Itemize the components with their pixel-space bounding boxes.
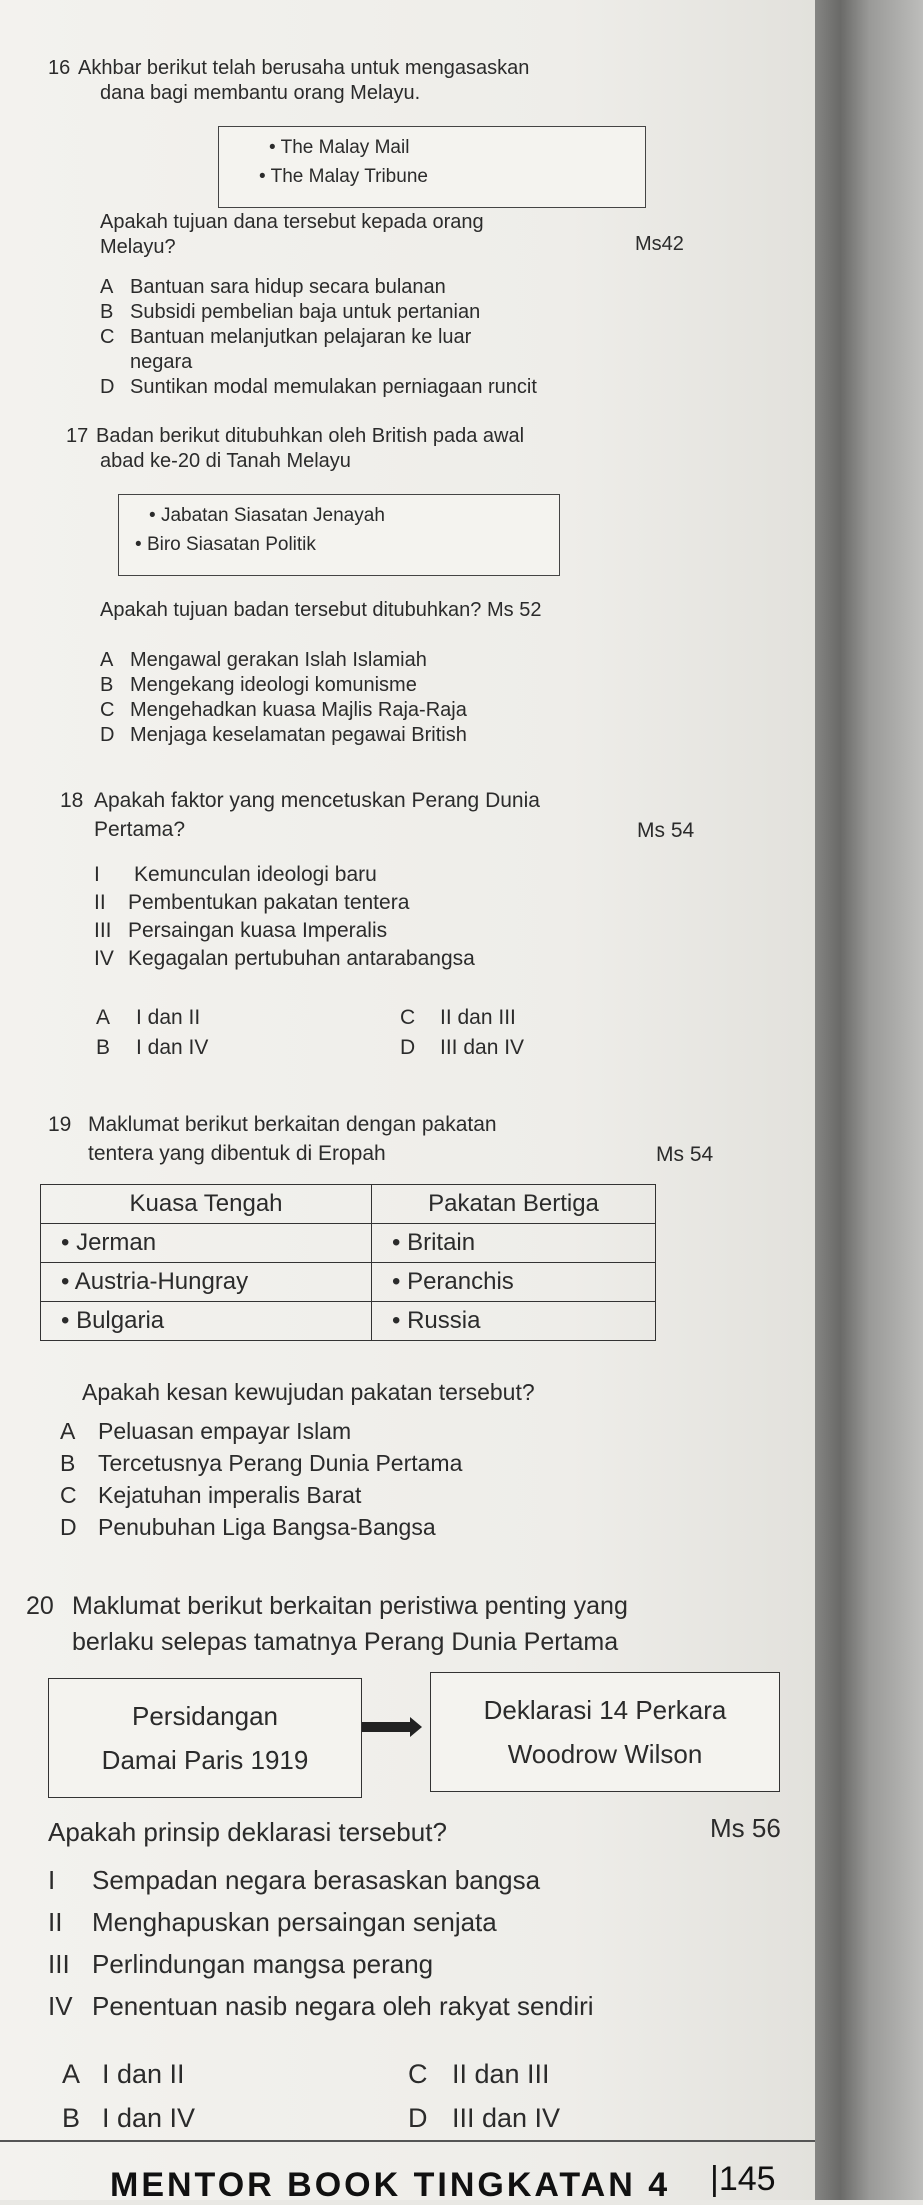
roman-numeral: II <box>48 1907 63 1937</box>
ms-reference: Ms 54 <box>656 1143 714 1166</box>
answer-option-b[interactable] <box>62 2103 196 2133</box>
option-text: Penubuhan Liga Bangsa-Bangsa <box>98 1514 436 1540</box>
event-box-paris <box>48 1678 362 1798</box>
statement-text: Kemunculan ideologi baru <box>134 863 377 886</box>
question-stem: Maklumat berikut berkaitan dengan pakatan <box>88 1113 497 1136</box>
option-text: Suntikan modal memulakan perniagaan runcit <box>130 376 537 398</box>
answer-option-d[interactable] <box>400 1035 524 1060</box>
answer-option-c[interactable] <box>100 325 471 350</box>
option-letter: D <box>408 2103 428 2133</box>
statement-ii <box>48 1904 497 1940</box>
table-cell: • Britain <box>372 1224 656 1263</box>
info-box <box>118 494 560 576</box>
table-row <box>41 1263 656 1302</box>
answer-option-c[interactable] <box>100 698 467 723</box>
question-stem: dana bagi membantu orang Melayu. <box>100 82 421 104</box>
option-letter: C <box>60 1482 77 1508</box>
table-cell: • Jerman <box>41 1224 372 1263</box>
statement-i <box>94 862 377 887</box>
statement-iv <box>48 1988 594 2024</box>
roman-numeral: I <box>48 1865 56 1895</box>
option-text: II dan III <box>452 2059 550 2089</box>
question-stem: Badan berikut ditubuhkan oleh British pada awal <box>96 425 525 447</box>
roman-numeral: III <box>94 919 112 942</box>
roman-numeral: II <box>94 891 106 914</box>
question-prompt: Melayu? <box>100 236 176 258</box>
table-cell: • Bulgaria <box>41 1302 372 1341</box>
statement-iii <box>94 918 387 943</box>
option-text: Mengehadkan kuasa Majlis Raja-Raja <box>130 699 467 721</box>
answer-option-a[interactable] <box>100 648 427 673</box>
option-text: I dan IV <box>136 1036 209 1059</box>
event-line: Woodrow Wilson <box>507 1739 703 1769</box>
option-letter: A <box>60 1418 76 1444</box>
statement-text: Sempadan negara berasaskan bangsa <box>92 1865 541 1895</box>
roman-numeral: IV <box>48 1991 73 2021</box>
option-letter: D <box>100 724 115 746</box>
option-text: I dan II <box>102 2059 185 2089</box>
event-box-declaration <box>430 1672 780 1792</box>
option-letter: A <box>100 276 114 298</box>
event-line: Deklarasi 14 Perkara <box>483 1695 727 1725</box>
option-text: Bantuan melanjutkan pelajaran ke luar <box>130 326 472 348</box>
option-text: I dan II <box>136 1006 201 1029</box>
option-text: Kejatuhan imperalis Barat <box>98 1482 362 1508</box>
statement-text: Menghapuskan persaingan senjata <box>92 1907 497 1937</box>
question-number: 18 <box>60 789 84 812</box>
option-letter: B <box>100 301 114 323</box>
option-text: Tercetusnya Perang Dunia Pertama <box>98 1450 463 1476</box>
statement-text: Pembentukan pakatan tentera <box>128 891 410 914</box>
answer-option-a[interactable] <box>62 2059 185 2089</box>
alliance-table <box>40 1184 656 1341</box>
answer-option-c[interactable] <box>60 1480 361 1510</box>
option-letter: A <box>62 2059 81 2089</box>
table-row <box>41 1302 656 1341</box>
page-edge-shadow <box>805 0 923 2200</box>
question-20 <box>26 1588 796 1660</box>
statement-text: Perlindungan mangsa perang <box>92 1949 434 1979</box>
answer-option-b[interactable] <box>60 1448 462 1478</box>
answer-option-d[interactable] <box>100 723 467 748</box>
ms-reference: Ms42 <box>635 233 684 255</box>
event-line: Persidangan <box>132 1701 278 1731</box>
question-stem: tentera yang dibentuk di Eropah <box>88 1142 386 1165</box>
option-letter: D <box>400 1036 416 1059</box>
question-16-prompt <box>100 210 840 260</box>
option-letter: A <box>100 649 114 671</box>
table-cell: • Peranchis <box>372 1263 656 1302</box>
option-text: Mengawal gerakan Islah Islamiah <box>130 649 427 671</box>
table-row <box>41 1224 656 1263</box>
question-prompt: Apakah prinsip deklarasi tersebut? <box>48 1817 447 1847</box>
question-17 <box>66 424 806 474</box>
statement-iii <box>48 1946 433 1982</box>
info-box <box>218 126 646 208</box>
question-stem: berlaku selepas tamatnya Perang Dunia Pertama <box>72 1628 619 1656</box>
question-number: 16 <box>48 57 71 79</box>
info-item: • The Malay Tribune <box>249 162 629 191</box>
statement-i <box>48 1862 540 1898</box>
question-stem: Maklumat berikut berkaitan peristiwa penting yang <box>72 1592 628 1620</box>
statement-text: Kegagalan pertubuhan antarabangsa <box>128 947 475 970</box>
question-prompt: Apakah tujuan dana tersebut kepada orang <box>100 211 484 233</box>
option-letter: C <box>400 1006 416 1029</box>
answer-option-c-cont <box>100 350 192 375</box>
table-header: Pakatan Bertiga <box>372 1185 656 1224</box>
option-letter: C <box>100 699 115 721</box>
option-text: I dan IV <box>102 2103 196 2133</box>
answer-option-a[interactable] <box>96 1005 200 1030</box>
footer-title: MENTOR BOOK TINGKATAN 4 <box>110 2166 671 2204</box>
roman-numeral: IV <box>94 947 114 970</box>
table-cell: • Russia <box>372 1302 656 1341</box>
answer-option-b[interactable] <box>100 673 417 698</box>
page-number: |145 <box>710 2160 776 2198</box>
question-number: 19 <box>48 1113 72 1136</box>
option-text: III dan IV <box>452 2103 561 2133</box>
option-letter: C <box>100 326 115 348</box>
roman-numeral: III <box>48 1949 70 1979</box>
question-number: 20 <box>26 1592 54 1620</box>
answer-option-d[interactable] <box>100 375 537 400</box>
info-item: • Biro Siasatan Politik <box>135 530 543 559</box>
info-item: • The Malay Mail <box>249 133 629 162</box>
option-letter: C <box>408 2059 428 2089</box>
option-text: Menjaga keselamatan pegawai British <box>130 724 467 746</box>
question-prompt: Apakah kesan kewujudan pakatan tersebut? <box>82 1379 535 1405</box>
answer-option-d[interactable] <box>408 2103 561 2133</box>
option-letter: D <box>60 1514 77 1540</box>
info-item: • Jabatan Siasatan Jenayah <box>149 501 543 530</box>
option-letter: B <box>60 1450 76 1476</box>
event-line: Damai Paris 1919 <box>101 1745 309 1775</box>
option-letter: B <box>96 1036 111 1059</box>
option-letter: B <box>62 2103 81 2133</box>
question-stem: Apakah faktor yang mencetuskan Perang Dunia <box>94 789 540 812</box>
option-text: II dan III <box>440 1006 516 1029</box>
option-text: III dan IV <box>440 1036 525 1059</box>
answer-option-c[interactable] <box>400 1005 516 1030</box>
answer-option-a[interactable] <box>60 1416 351 1446</box>
statement-text: Penentuan nasib negara oleh rakyat sendiri <box>92 1991 594 2021</box>
statement-text: Persaingan kuasa Imperalis <box>128 919 388 942</box>
question-stem: Pertama? <box>94 818 186 841</box>
answer-option-c[interactable] <box>408 2059 550 2089</box>
question-16 <box>48 56 788 106</box>
option-text: Subsidi pembelian baja untuk pertanian <box>130 301 481 323</box>
footer-rule <box>0 2140 815 2142</box>
option-letter: D <box>100 376 115 398</box>
ms-reference: Ms 56 <box>710 1813 781 1843</box>
question-stem: Akhbar berikut telah berusaha untuk mengasaskan <box>78 57 530 79</box>
option-text: Mengekang ideologi komunisme <box>130 674 417 696</box>
statement-iv <box>94 946 475 971</box>
option-text: negara <box>130 351 193 373</box>
option-letter: A <box>96 1006 111 1029</box>
answer-option-b[interactable] <box>96 1035 208 1060</box>
ms-reference: Ms 54 <box>637 819 695 842</box>
arrow-right-icon <box>362 1722 412 1732</box>
question-prompt: Apakah tujuan badan tersebut ditubuhkan? Ms 52 <box>100 599 542 621</box>
question-number: 17 <box>66 425 89 447</box>
option-text: Peluasan empayar Islam <box>98 1418 352 1444</box>
table-header: Kuasa Tengah <box>41 1185 372 1224</box>
answer-option-a[interactable] <box>100 275 446 300</box>
option-letter: B <box>100 674 114 696</box>
statement-ii <box>94 890 409 915</box>
answer-option-d[interactable] <box>60 1512 436 1542</box>
option-text: Bantuan sara hidup secara bulanan <box>130 276 446 298</box>
roman-numeral: I <box>94 863 100 886</box>
answer-option-b[interactable] <box>100 300 480 325</box>
table-cell: • Austria-Hungray <box>41 1263 372 1302</box>
question-stem: abad ke-20 di Tanah Melayu <box>100 450 351 472</box>
